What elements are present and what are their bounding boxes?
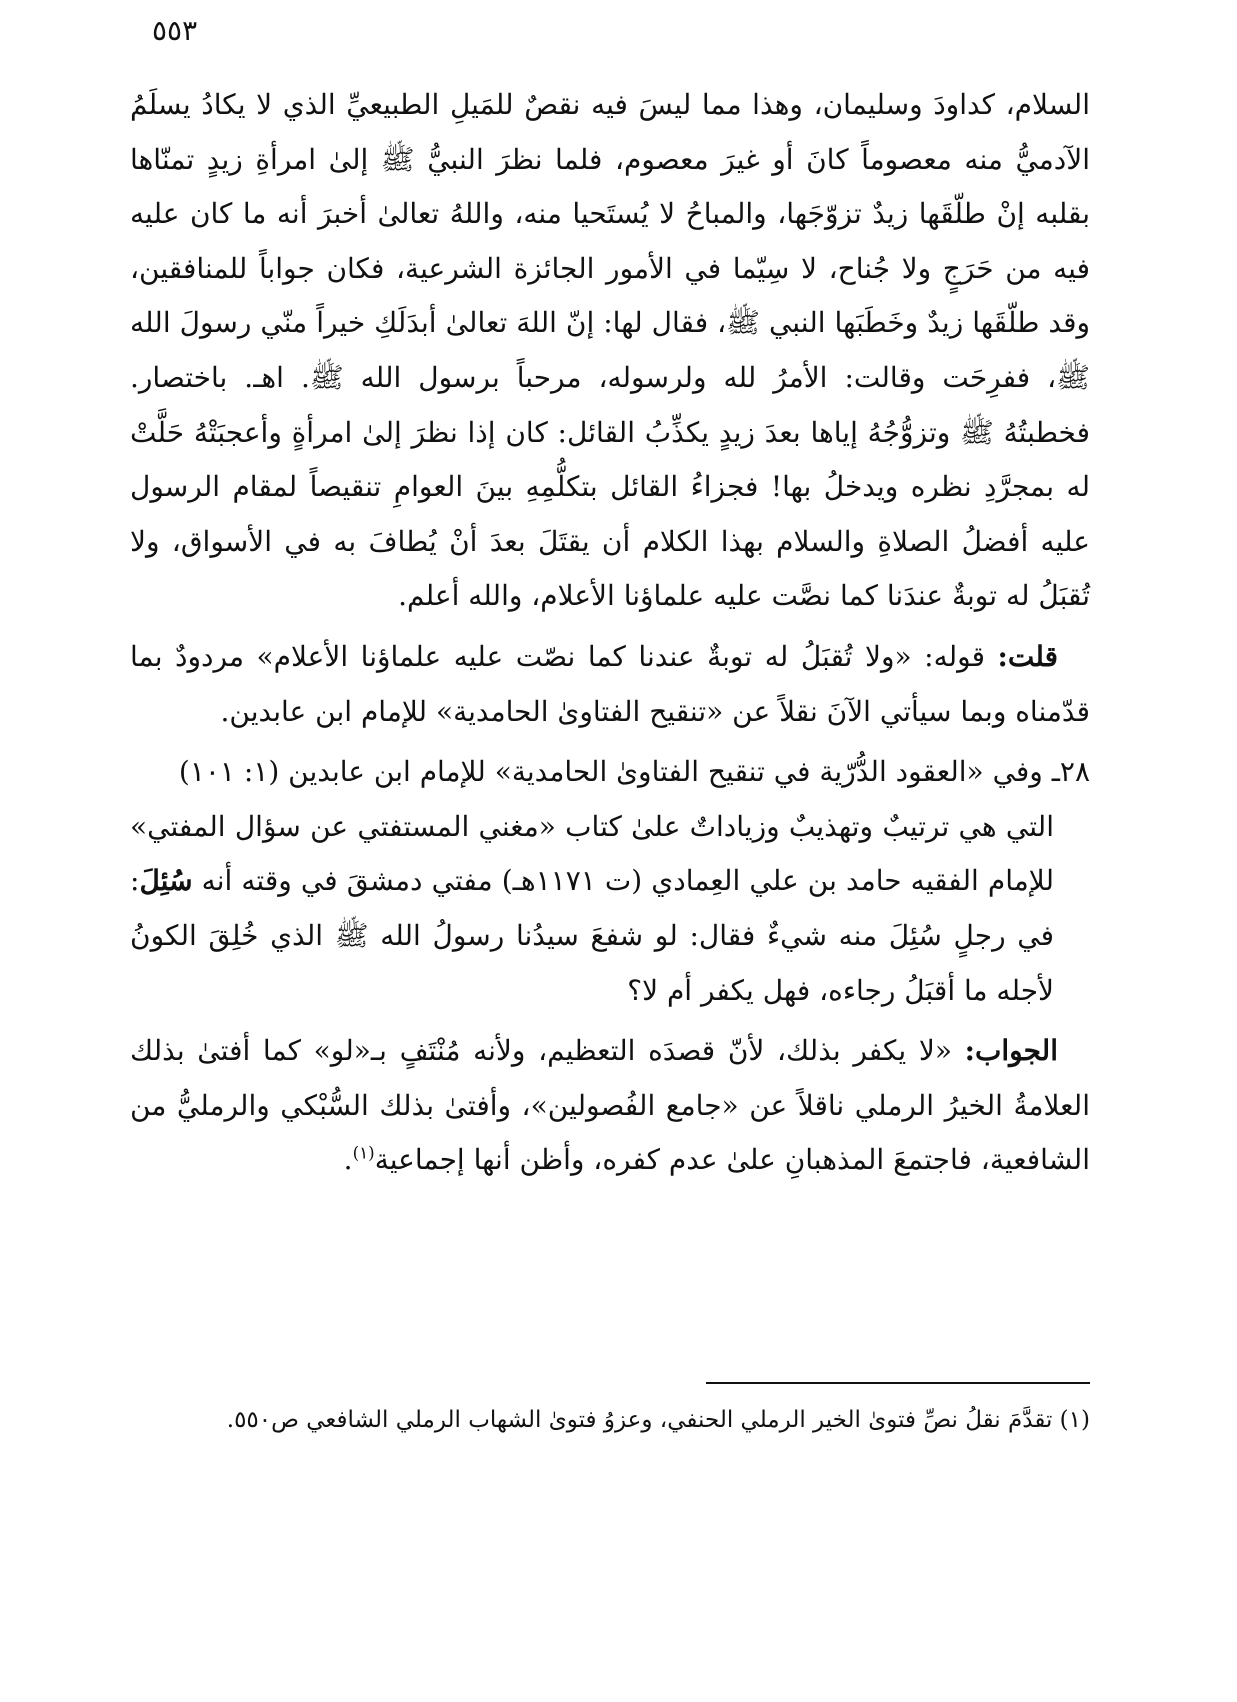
entry-heading: ٢٨ـ وفي «العقود الدُّرّية في تنقيح الفتاوىٰ الحامدية» للإمام ابن عابدين (١: ١٠١)	[178, 755, 1090, 789]
entry-body-text: التي هي ترتيبٌ وتهذيبٌ وزياداتٌ علىٰ كتاب «مغني المستفتي عن سؤال المفتي» للإمام الفقيه حامد بن علي العِمادي (ت ١١٧١هـ) مفتي دمشقَ في وقته أنه	[130, 809, 1055, 898]
paragraph-text: قوله: «ولا تُقبَلُ له توبةٌ عندنا كما نصّت عليه علماؤنا الأعلام» مردودٌ بما قدّمناه وبما سيأتي الآنَ نقلاً عن «تنقيح الفتاوىٰ الحامدية» للإمام ابن عابدين.	[130, 639, 1090, 728]
numbered-entry-28	[130, 745, 1090, 1018]
paragraph-text: السلام، كداودَ وسليمان، وهذا مما ليسَ فيه نقصٌ للمَيلِ الطبيعيِّ الذي لا يكادُ يسلَمُ الآدميُّ منه معصوماً كانَ أو غيرَ معصوم، فلما نظرَ النبيُّ ﷺ إلىٰ امرأةِ زيدٍ تمنّاها بقلبه إنْ طلّقَها زيدٌ تزوّجَها، والمباحُ لا يُستَحيا منه، واللهُ تعالىٰ أخبرَ أنه ما كان عليه فيه من حَرَجٍ ولا جُناح، لا سِيّما في الأمور الجائزة الشرعية، فكان جواباً للمنافقين، وقد طلّقَها زيدٌ وخَطَبَها النبي ﷺ، فقال لها: إنّ اللهَ تعالىٰ أبدَلَكِ خيراً منّي رسولَ الله ﷺ، ففرِحَت وقالت: الأمرُ لله ولرسوله، مرحباً برسول الله ﷺ. اهـ. باختصار. فخطبتُهُ ﷺ وتزوُّجُهُ إياها بعدَ زيدٍ يكذِّبُ القائل: كان إذا نظرَ إلىٰ امرأةٍ وأعجبَتْهُ حَلَّتْ له بمجرَّدِ نظره ويدخلُ بها! فجزاءُ القائل بتكلُّمِهِ بينَ العوامِ تنقيصاً لمقام الرسول عليه أفضلُ الصلاةِ والسلام بهذا الكلام أن يقتَلَ بعدَ أنْ يُطافَ به في الأسواق، ولا تُقبَلُ له توبةٌ عندَنا كما نصَّت عليه علماؤنا الأعلام، والله أعلم.	[130, 88, 1091, 613]
paragraph-label: قلت:	[997, 639, 1058, 673]
footnote-marker: (١)	[1059, 1407, 1090, 1433]
paragraph-continuation	[130, 78, 1090, 624]
entry-body	[130, 800, 1090, 1018]
page-number: ٥٥٣	[152, 14, 198, 47]
paragraph-answer	[130, 1024, 1090, 1188]
paragraph-text: «لا يكفر بذلك، لأنّ قصدَه التعظيم، ولأنه مُنْتَفٍ بـ«لو» كما أفتىٰ بذلك العلامةُ الخيرُ الرملي ناقلاً عن «جامع الفُصولين»، وأفتىٰ بذلك السُّبْكي والرمليُّ من الشافعية، فاجتمعَ المذهبانِ علىٰ عدم كفره، وأظن أنها إجماعية	[130, 1034, 1090, 1177]
footnote-text: تقدَّمَ نقلُ نصِّ فتوىٰ الخير الرملي الحنفي، وعزوُ فتوىٰ الشهاب الرملي الشافعي ص٥٥٠.	[226, 1407, 1060, 1433]
main-text	[130, 78, 1090, 1188]
entry-body-text: : في رجلٍ سُئِلَ منه شيءٌ فقال: لو شفعَ سيدُنا رسولُ الله ﷺ الذي خُلِقَ الكونُ لأجله ما أقبَلُ رجاءه، فهل يكفر أم لا؟	[130, 864, 1054, 1007]
entry-body-emphasis: سُئِلَ	[139, 864, 193, 898]
footnote-divider	[706, 1382, 1090, 1384]
footnote-reference[interactable]: (١)	[352, 1142, 375, 1163]
paragraph-label: الجواب:	[964, 1034, 1058, 1068]
paragraph-tail: .	[343, 1143, 353, 1177]
paragraph-qultu	[130, 630, 1090, 739]
footnote	[130, 1400, 1090, 1440]
